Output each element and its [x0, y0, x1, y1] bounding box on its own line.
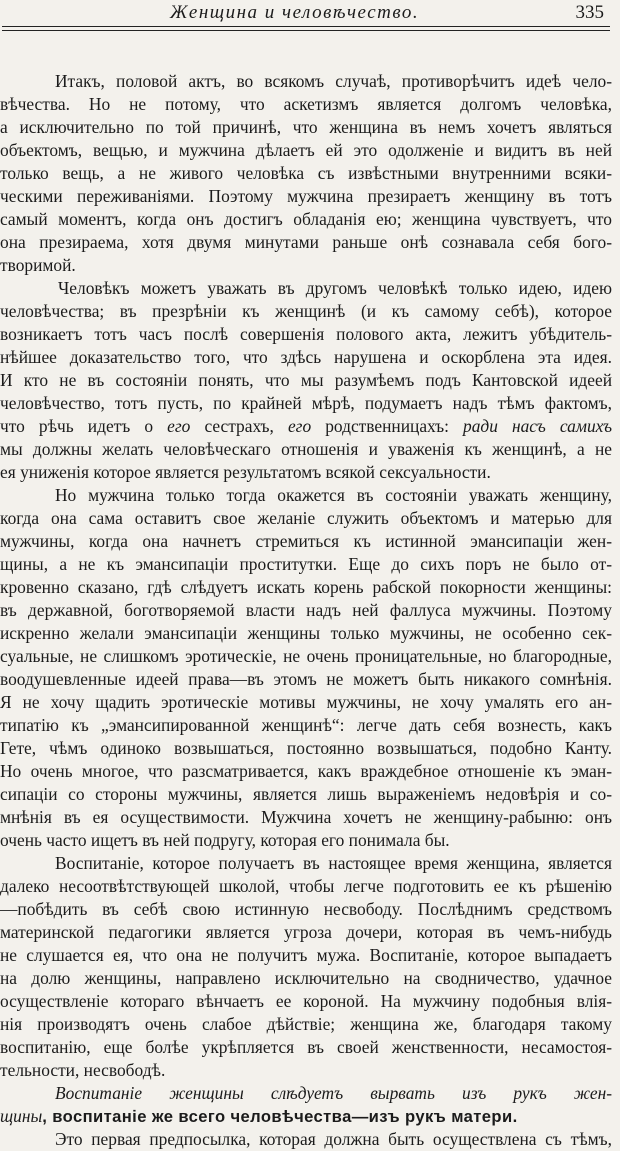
- text-line: Итакъ, половой актъ, во всякомъ случаѣ, противорѣчитъ идеѣ чело-: [55, 71, 612, 91]
- text-line: очень часто ищетъ въ ней подругу, которая его понимала бы.: [0, 830, 450, 850]
- text-line: нѣйшее доказательство того, что здѣсь нарушена и оскорблена эта идея.: [0, 347, 612, 367]
- running-title: Женщина и человѣчество.: [170, 2, 420, 23]
- text-line: Воспитаніе, которое получаетъ въ настоящее время женщина, является: [55, 853, 612, 873]
- text-line: объектомъ, вещью, и мужчина дѣлаетъ ей это одолженіе и видитъ въ ней: [0, 140, 612, 160]
- text-line: на долю женщины, направлено исключительно на сводничество, удачное: [0, 968, 612, 988]
- text-run: родственницахъ:: [311, 416, 464, 436]
- text-line: И кто не въ состояніи понять, что мы разумѣемъ подъ Кантовской идеей: [0, 370, 612, 390]
- text-line: материнской педагогики является угроза дочери, которая въ чемъ-нибудь: [0, 922, 612, 942]
- bold-run: , воспитаніе же всего человѣчества—изъ рукъ матери.: [42, 1107, 518, 1126]
- text-line: воодушевленные идеей права—въ этомъ не можетъ быть никакого сомнѣнія.: [0, 669, 612, 689]
- text-line: мнѣнія въ ея осуществимости. Мужчина хочетъ не женщину-рабыню: онъ: [0, 807, 612, 827]
- page-header: [0, 0, 620, 26]
- text-line: только вещь, а не живого человѣка съ извѣстными внутренними всяки-: [0, 163, 612, 183]
- text-line: Я не хочу щадить эротическіе мотивы мужчины, не хочу умалять его ан-: [0, 692, 612, 712]
- text-line: возникаетъ тотъ часъ послѣ совершенія полового акта, лежитъ убѣдитель-: [0, 324, 612, 344]
- text-line: не слушается ея, что она не получитъ мужа. Воспитаніе, которое выпадаетъ: [0, 945, 612, 965]
- text-line: мы должны желать человѣческаго отношенія и уваженія къ женщинѣ, а не: [0, 439, 612, 459]
- text-line: творимой.: [0, 255, 76, 275]
- italic-run: ради насъ самихъ: [463, 416, 612, 436]
- text-line: она презираема, хотя двумя минутами раньше онѣ сознавала себя бого-: [0, 232, 612, 252]
- text-line: —побѣдить въ себѣ свою истинную несвободу. Послѣднимъ средствомъ: [0, 899, 612, 919]
- text-line: [0, 1105, 612, 1128]
- italic-run: его: [167, 416, 191, 436]
- text-line: когда она сама оставитъ свое желаніе служить объектомъ и матерью для: [0, 508, 612, 528]
- text-line: человѣчество, тотъ пусть, по крайней мѣрѣ, подумаетъ надъ тѣмъ фактомъ,: [0, 393, 612, 413]
- text-line: далеко несоотвѣтствующей школой, чтобы легче подготовить ее къ рѣшенію: [0, 876, 612, 896]
- text-line: вѣчества. Но не потому, что аскетизмъ является долгомъ человѣка,: [0, 94, 612, 114]
- text-line: кровенно сказано, гдѣ слѣдуетъ искать корень рабской покорности женщины:: [0, 577, 612, 597]
- text-line: осуществленіе котораго вѣнчаетъ ее короной. На мужчину подобныя влія-: [0, 991, 612, 1011]
- text-line: нія производятъ очень слабое дѣйствіе; женщина же, благодаря такому: [0, 1014, 612, 1034]
- text-line: Но очень многое, что разсматривается, какъ враждебное отношеніе къ эман-: [0, 761, 612, 781]
- text-line: суальные, не слишкомъ эротическіе, не очень проницательные, но благородные,: [0, 646, 612, 666]
- text-line: воспитанію, еще болѣе укрѣпляется въ своей женственности, несамостоя-: [0, 1037, 612, 1057]
- italic-run: щины: [0, 1106, 43, 1126]
- text-line: искренно желали эмансипаціи женщины только мужчины, не особенно сек-: [0, 623, 612, 643]
- text-line: ческими переживаніями. Поэтому мужчина презираетъ женщину въ тотъ: [0, 186, 612, 206]
- italic-run: его: [287, 416, 312, 436]
- text-line: самый моментъ, когда онъ достигъ обладанія ею; женщина чувствуетъ, что: [0, 209, 612, 229]
- text-line: типатію къ „эмансипированной женщинѣ“: легче дать себя вознесть, какъ: [0, 715, 612, 735]
- body-text: [0, 70, 612, 1151]
- text-line: тельности, несвободѣ.: [0, 1060, 166, 1080]
- text-line: въ державной, боготворяемой власти надъ ней фаллуса мужчины. Поэтому: [0, 600, 612, 620]
- header-rule-thin: [2, 30, 610, 31]
- text-line: сипаціи со стороны мужчины, является лишь выраженіемъ недовѣрія и со-: [0, 784, 612, 804]
- text-line: мужчины, когда она начнетъ стремиться къ истинной эмансипаціи жен-: [0, 531, 612, 551]
- text-line: человѣчества; въ презрѣніи къ женщинѣ (и къ самому себѣ), которое: [0, 301, 612, 321]
- header-rule-thick: [2, 26, 610, 27]
- text-line: Но мужчина только тогда окажется въ состояніи уважать женщину,: [55, 485, 612, 505]
- text-line: Воспитаніе женщины слѣдуетъ вырвать изъ рукъ жен-: [55, 1083, 612, 1103]
- text-line: щины, а не къ эмансипаціи проститутки. Еще до сихъ поръ не было от-: [0, 554, 612, 574]
- text-line: [0, 415, 612, 438]
- text-run: сестрахъ,: [190, 416, 288, 436]
- text-line: а исключительно по той причинѣ, что женщина въ немъ хочетъ являться: [0, 117, 612, 137]
- text-line: Это первая предпосылка, которая должна быть осуществлена съ тѣмъ,: [55, 1129, 612, 1149]
- text-run: что рѣчь идетъ о: [0, 416, 168, 436]
- text-line: ея униженія которое является результатомъ всякой сексуальности.: [0, 462, 491, 482]
- page-number: 335: [575, 2, 604, 23]
- text-line: Гете, чѣмъ одиноко возвышаться, постоянно возвышаться, подобно Канту.: [0, 738, 612, 758]
- text-line: Человѣкъ можетъ уважать въ другомъ человѣкѣ только идею, идею: [58, 278, 612, 298]
